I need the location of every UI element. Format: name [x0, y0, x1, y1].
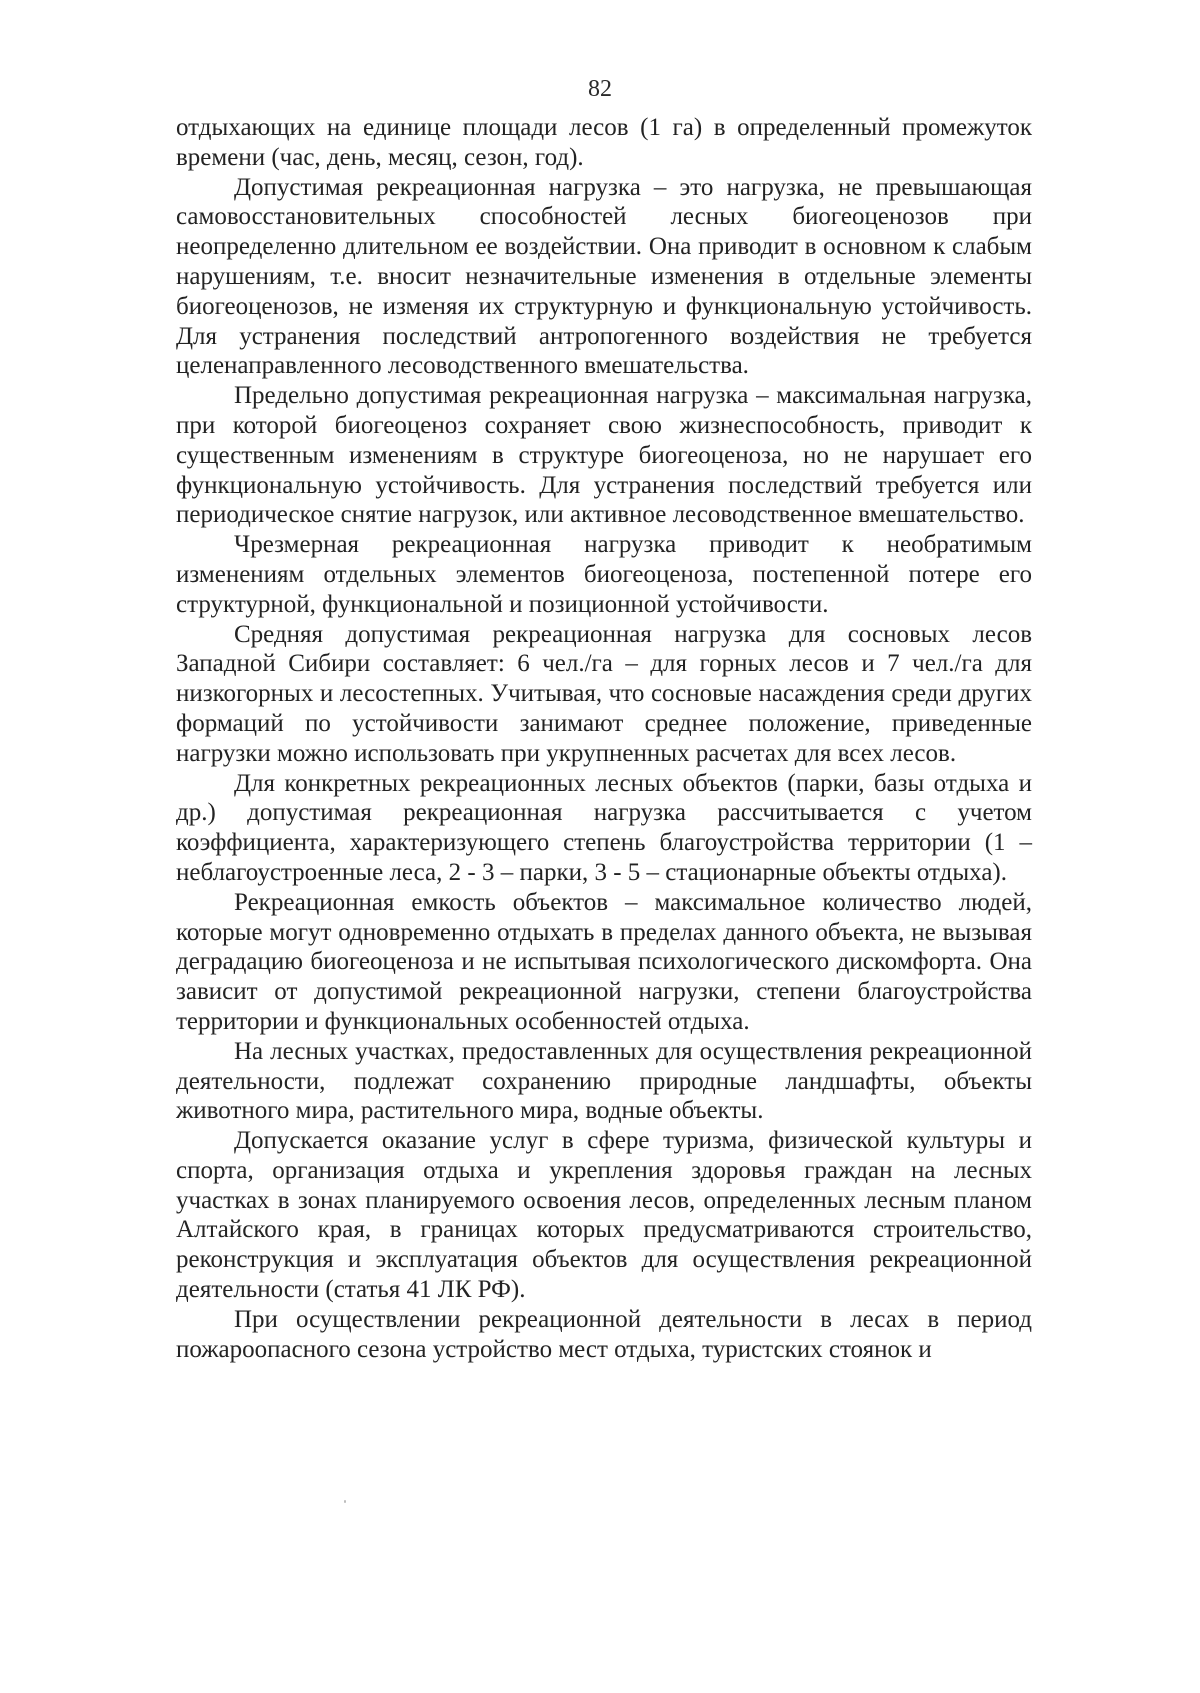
paragraph-fire-season: При осуществлении рекреационной деятельности в лесах в период пожароопасного сезона устройство мест отдыха, туристских стоянок и [176, 1305, 1032, 1363]
paragraph-maximum-permissible-load: Предельно допустимая рекреационная нагрузка – максимальная нагрузка, при которой биогеоценоз сохраняет свою жизнеспособность, приводит к существенным изменениям в структуре биогеоценоза, но не нарушает его функциональную устойчивость. Для устранения последствий требуется или периодическое снятие нагрузок, или активное лесоводственное вмешательство. [176, 382, 1032, 529]
document-body [176, 113, 1032, 1364]
paragraph-preservation: На лесных участках, предоставленных для осуществления рекреационной деятельности, подлежат сохранению природные ландшафты, объекты животного мира, растительного мира, водные объекты. [176, 1037, 1032, 1125]
page-number: 82 [588, 76, 612, 102]
paragraph-specific-objects: Для конкретных рекреационных лесных объектов (парки, базы отдыха и др.) допустимая рекреационная нагрузка рассчитывается с учетом коэффициента, характеризующего степень благоустройства территории (1 – неблагоустроенные леса, 2 - 3 – парки, 3 - 5 – стационарные объекты отдыха). [176, 769, 1032, 886]
scan-speck [344, 1500, 346, 1503]
paragraph-services: Допускается оказание услуг в сфере туризма, физической культуры и спорта, организация отдыха и укрепления здоровья граждан на лесных участках в зонах планируемого освоения лесов, определенных лесным планом Алтайского края, в границах которых предусматриваются строительство, реконструкция и эксплуатация объектов для осуществления рекреационной деятельности (статья 41 ЛК РФ). [176, 1127, 1032, 1304]
paragraph-excessive-load: Чрезмерная рекреационная нагрузка приводит к необратимым изменениям отдельных элементов биогеоценоза, постепенной потере его структурной, функциональной и позиционной устойчивости. [176, 531, 1032, 618]
paragraph-continuation: отдыхающих на единице площади лесов (1 га) в определенный промежуток времени (час, день, месяц, сезон, год). [176, 114, 1032, 171]
paragraph-recreational-capacity: Рекреационная емкость объектов – максимальное количество людей, которые могут одновременно отдыхать в пределах данного объекта, не вызывая деградацию биогеоценоза и не испытывая психологического дискомфорта. Она зависит от допустимой рекреационной нагрузки, степени благоустройства территории и функциональных особенностей отдыха. [176, 888, 1032, 1035]
paragraph-average-load: Средняя допустимая рекреационная нагрузка для сосновых лесов Западной Сибири составляет: 6 чел./га – для горных лесов и 7 чел./га для низкогорных и лесостепных. Учитывая, что сосновые насаждения среди других формаций по устойчивости занимают среднее положение, приведенные нагрузки можно использовать при укрупненных расчетах для всех лесов. [176, 620, 1032, 767]
paragraph-permissible-load: Допустимая рекреационная нагрузка – это нагрузка, не превышающая самовосстановительных способностей лесных биогеоценозов при неопределенно длительном ее воздействии. Она приводит в основном к слабым нарушениям, т.е. вносит незначительные изменения в отдельные элементы биогеоценозов, не изменяя их структурную и функциональную устойчивость. Для устранения последствий антропогенного воздействия не требуется целенаправленного лесоводственного вмешательства. [176, 173, 1032, 380]
